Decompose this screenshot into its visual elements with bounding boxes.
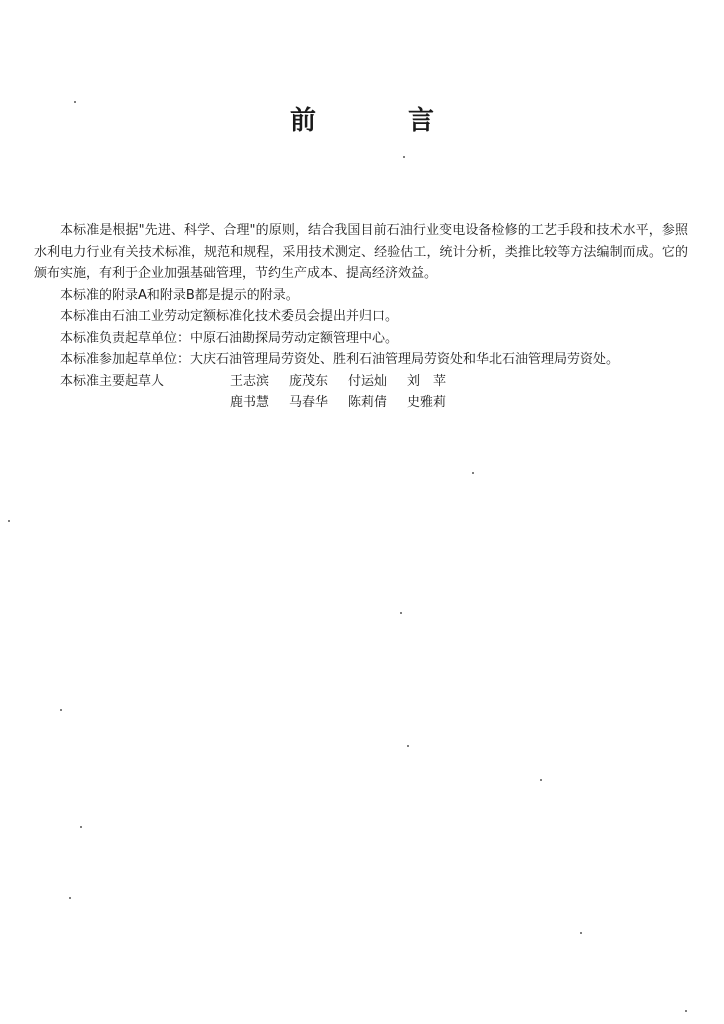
- scan-speck: [540, 779, 542, 781]
- drafter-name: 刘 苹: [407, 373, 447, 389]
- paragraph-appendix: 本标准的附录A和附录B都是提示的附录。: [60, 287, 299, 303]
- drafter-name: 王志滨: [230, 373, 270, 389]
- scan-speck: [472, 472, 474, 474]
- paragraph-responsible-drafter: 本标准负责起草单位：中原石油勘探局劳动定额管理中心。: [60, 330, 399, 346]
- foreword-body: [34, 220, 688, 414]
- scan-speck: [403, 156, 405, 158]
- scan-speck: [580, 932, 582, 934]
- drafters-label: 本标准主要起草人: [60, 373, 165, 389]
- scan-speck: [80, 826, 82, 828]
- drafter-name: 庞茂东: [289, 373, 329, 389]
- drafters-names: [230, 371, 452, 414]
- scan-speck: [685, 1010, 687, 1012]
- drafter-name: 史雅莉: [407, 395, 447, 410]
- main-drafters: [34, 371, 688, 414]
- scan-speck: [8, 520, 10, 522]
- drafter-name: 陈莉倩: [348, 395, 388, 410]
- paragraph-participating-drafters: 本标准参加起草单位：大庆石油管理局劳资处、胜利石油管理局劳资处和华北石油管理局劳资处。: [60, 352, 620, 367]
- title-char-2: 言: [408, 106, 437, 136]
- scan-speck: [400, 612, 402, 614]
- scan-speck: [69, 897, 71, 899]
- drafter-name: 鹿书慧: [230, 395, 270, 410]
- drafter-name: 马春华: [289, 395, 329, 410]
- drafters-row-2: [230, 392, 452, 414]
- scan-speck: [74, 101, 76, 103]
- drafters-row-1: [230, 371, 452, 393]
- paragraph-proposer: 本标准由石油工业劳动定额标准化技术委员会提出并归口。: [60, 309, 399, 324]
- drafter-name: 付运灿: [348, 373, 388, 389]
- paragraph-basis: 本标准是根据"先进、科学、合理"的原则，结合我国目前石油行业变电设备检修的工艺手段和技术水平，参照水利电力行业有关技术标准，规范和规程，采用技术测定、经验估工，统计分析，类推比较等方法编制而成。它的颁布实施，有利于企业加强基础管理，节约生产成本、提高经济效益。: [34, 223, 688, 281]
- scan-speck: [407, 745, 409, 747]
- title-char-1: 前: [290, 106, 319, 136]
- scan-speck: [60, 709, 62, 711]
